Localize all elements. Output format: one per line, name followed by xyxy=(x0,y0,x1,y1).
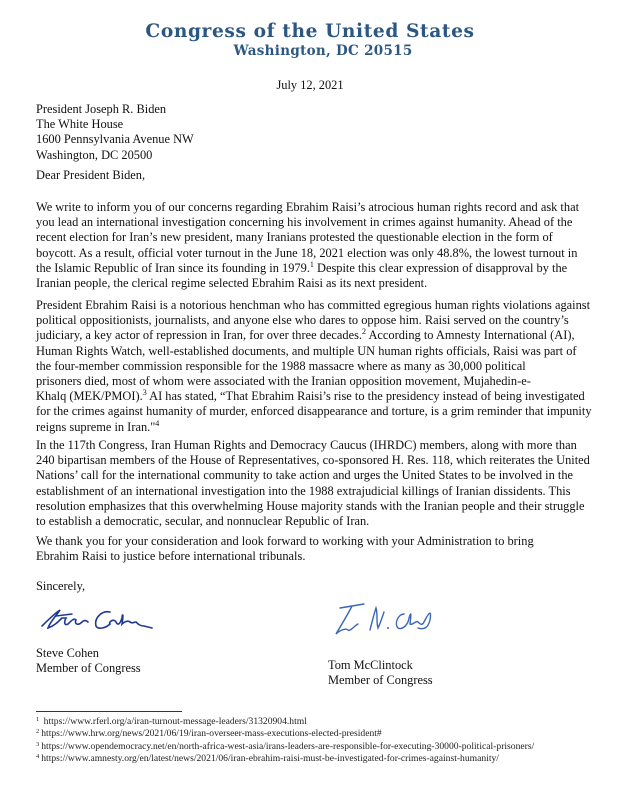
footnote-divider xyxy=(36,711,182,712)
paragraph-4 xyxy=(36,534,596,564)
text-segment: Despite this clear expression of disapproval by the xyxy=(313,260,568,275)
text-line: resolution emphasizes that this overwhelming House majority stands with the Iranian people and their struggle xyxy=(36,498,585,513)
footnote-ref-3[interactable]: 3 xyxy=(142,388,147,398)
footnote-4 xyxy=(36,753,616,765)
salutation: Dear President Biden, xyxy=(36,168,146,182)
text-line: boycott. As a result, official voter turnout in the June 18, 2021 election was only 48.8%, the lowest turnout in xyxy=(36,245,578,260)
text-line xyxy=(36,261,596,276)
text-line: President Ebrahim Raisi is a notorious henchman who has committed egregious human rights violations against xyxy=(36,298,591,312)
footnote-link[interactable]: https://www.hrw.org/news/2021/06/19/iran-overseer-mass-executions-elected-president# xyxy=(41,728,382,740)
footnote-ref-4[interactable]: 4 xyxy=(155,418,160,428)
closing: Sincerely, xyxy=(36,579,86,593)
text-line xyxy=(36,389,596,404)
text-line: We write to inform you of our concerns regarding Ebrahim Raisi’s atrocious human rights record and ask that xyxy=(36,200,580,214)
text-line: you lead an international investigation concerning his involvement in crimes against humanity. Ahead of the xyxy=(36,215,573,230)
recipient-org: The White House xyxy=(36,117,124,132)
signer-name: Steve Cohen xyxy=(36,646,99,660)
text-line: Iranian people, the clerical regime selected Ebrahim Raisi as its next president. xyxy=(36,276,428,291)
footnote-number: 1 xyxy=(36,716,40,723)
signature-steve-cohen xyxy=(36,600,156,638)
text-line: to establish a democratic, secular, and nonnuclear Republic of Iran. xyxy=(36,514,370,529)
footnote-3 xyxy=(36,741,616,753)
text-line: 240 bipartisan members of the House of Representatives, co-sponsored H. Res. 118, which reiterates the United xyxy=(36,453,590,468)
signer-block-2 xyxy=(328,658,433,688)
text-segment: the Islamic Republic of Iran since its founding in 1979. xyxy=(36,260,310,275)
text-line xyxy=(36,420,596,435)
signature-stroke xyxy=(336,604,364,634)
signer-title: Member of Congress xyxy=(328,673,433,688)
text-segment: judiciary, a key actor of repression in Iran, for over three decades. xyxy=(36,328,363,343)
text-segment: According to Amnesty International (AI), xyxy=(366,328,575,343)
signer-title: Member of Congress xyxy=(36,661,141,676)
letterhead-subtitle: Washington, DC 20515 xyxy=(233,43,413,59)
footnotes xyxy=(36,716,616,766)
signature-dot xyxy=(387,627,389,629)
text-line: Nations’ call for the international community to take action and urges the United States to be involved in the xyxy=(36,468,574,483)
footnote-number: 3 xyxy=(36,740,40,748)
footnote-number: 2 xyxy=(36,728,40,736)
text-line: prisoners died, most of whom were associated with the Iranian opposition movement, Mujahedin-e- xyxy=(36,374,531,389)
text-line: establishment of an international investigation into the 1988 extrajudicial killings of Iranian dissidents. This xyxy=(36,483,571,498)
signer-block-1 xyxy=(36,646,141,676)
text-segment: Khalq (MEK/PMOI). xyxy=(36,389,143,404)
text-line: Human Rights Watch, well-established documents, and multiple UN human rights officials, Raisi was part of xyxy=(36,343,577,358)
footnote-link[interactable]: https://www.rferl.org/a/iran-turnout-message-leaders/31320904.html xyxy=(43,716,307,727)
signature-stroke xyxy=(56,614,72,616)
footnote-link[interactable]: https://www.opendemocracy.net/en/north-africa-west-asia/irans-leaders-are-responsible-for-executing-30000-political-prisoners/ xyxy=(41,740,535,752)
text-line: for the crimes against humanity of murder, enforced disappearance and torture, is a grim reminder that impunity xyxy=(36,404,592,419)
text-line: recent election for Iran’s new president, many Iranians protested the questionable election in the form of xyxy=(36,230,553,245)
letterhead-title: Congress of the United States xyxy=(145,20,475,42)
letter-date: July 12, 2021 xyxy=(276,78,344,92)
footnote-ref-1[interactable]: 1 xyxy=(309,259,314,269)
signer-name: Tom McClintock xyxy=(328,658,413,672)
signature-tom-mcclintock xyxy=(330,600,440,640)
recipient-city: Washington, DC 20500 xyxy=(36,147,153,162)
signature-stroke xyxy=(370,608,384,630)
recipient-street: 1600 Pennsylvania Avenue NW xyxy=(36,132,194,147)
text-line xyxy=(36,328,596,343)
recipient-address xyxy=(36,102,596,163)
paragraph-1 xyxy=(36,200,596,291)
text-line: Ebrahim Raisi to justice before international tribunals. xyxy=(36,549,306,564)
footnote-2 xyxy=(36,728,616,740)
paragraph-2 xyxy=(36,298,596,435)
text-segment: reigns supreme in Iran." xyxy=(36,419,156,434)
signature-stroke xyxy=(396,613,430,629)
text-line: We thank you for your consideration and look forward to working with your Administration to bring xyxy=(36,534,534,548)
footnote-ref-2[interactable]: 2 xyxy=(362,327,367,337)
text-segment: AI has stated, “That Ebrahim Raisi’s rise to the presidency instead of being investigated xyxy=(146,389,585,404)
signature-stroke xyxy=(42,610,88,628)
text-line: political oppositionists, journalists, and anyone else who dares to oppose him. Raisi served on the country’s xyxy=(36,313,569,328)
signature-stroke xyxy=(96,612,152,628)
footnote-1 xyxy=(36,716,616,728)
text-line: In the 117th Congress, Iran Human Rights and Democracy Caucus (IHRDC) members, along with more than xyxy=(36,438,577,452)
footnote-link[interactable]: https://www.amnesty.org/en/latest/news/2021/06/iran-ebrahim-raisi-must-be-investigated-for-crimes-against-humanity/ xyxy=(41,753,499,765)
paragraph-3 xyxy=(36,438,596,529)
recipient-name: President Joseph R. Biden xyxy=(36,102,167,116)
letterhead xyxy=(0,20,620,60)
text-line: the four-member commission responsible for the 1988 massacre where as many as 30,000 political xyxy=(36,358,526,373)
footnote-number: 4 xyxy=(36,753,40,761)
